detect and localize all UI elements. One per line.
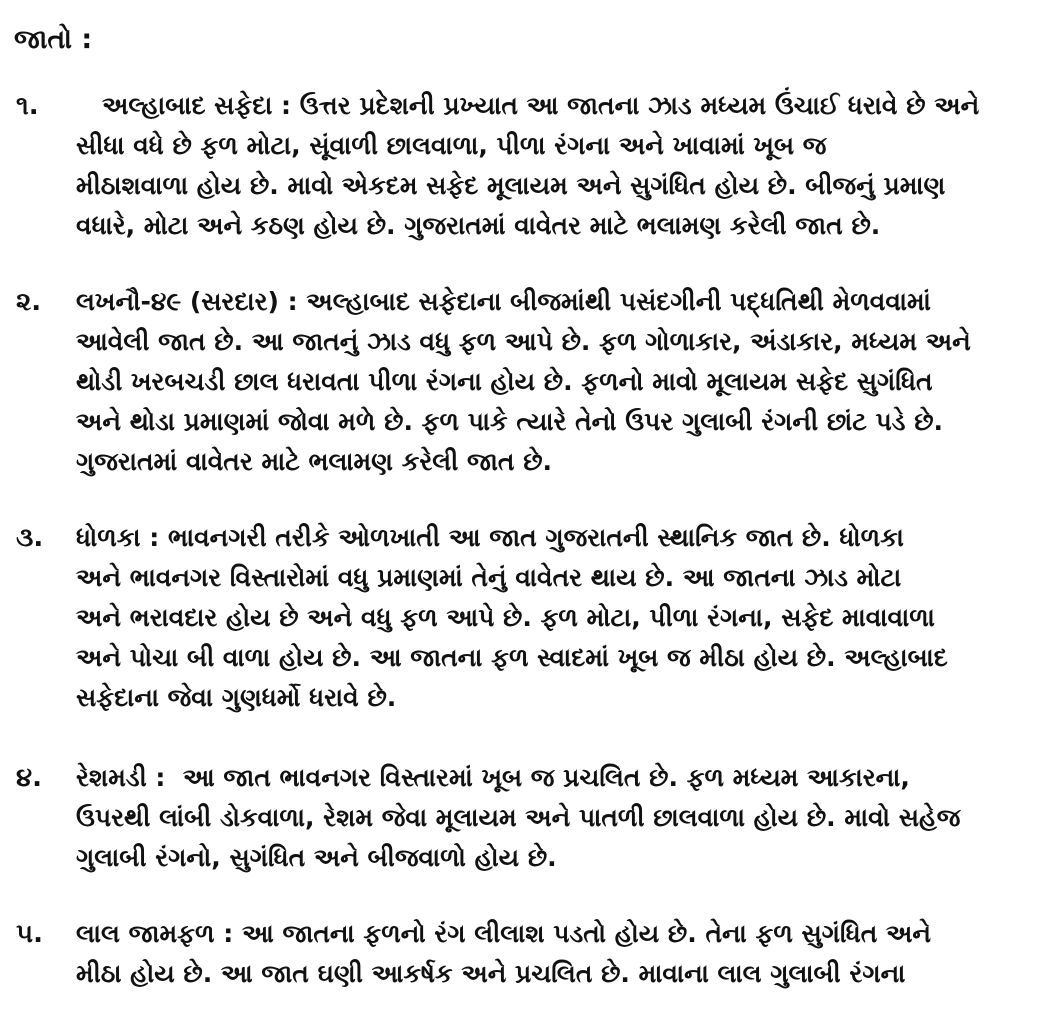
item-number: ૫. [16, 919, 43, 949]
item-line [76, 518, 1026, 558]
line-text: આ જાતના ફળનો રંગ લીલાશ પડતો હોય છે. તેના ફળ સુગંધિત અને [241, 919, 931, 948]
item-line: મીઠાશવાળા હોય છે. માવો એકદમ સફેદ મૂલાયમ અને સુગંધિત હોય છે. બીજનું પ્રમાણ [76, 171, 946, 200]
variety-term: લખનૌ-૪૯ (સરદાર) : [76, 287, 298, 316]
variety-term: ધોળકા : [76, 523, 160, 552]
variety-term: રેશમડી : [76, 763, 166, 792]
line-text: ભાવનગરી તરીકે ઓળખાતી આ જાત ગુજરાતની સ્થાનિક જાત છે. ધોળકા [167, 523, 904, 552]
item-line: આવેલી જાત છે. આ જાતનું ઝાડ વધુ ફળ આપે છે. ફળ ગોળાકાર, અંડાકાર, મધ્યમ અને [76, 327, 971, 356]
item-line: ગુલાબી રંગનો, સુગંધિત અને બીજવાળો હોય છે. [76, 843, 557, 872]
item-line: સીધા વધે છે ફળ મોટા, સૂંવાળી છાલવાળા, પીળા રંગના અને ખાવામાં ખૂબ જ [76, 131, 827, 160]
item-line [76, 758, 1026, 798]
section-heading: જાતો : [14, 24, 93, 55]
item-line: ઉપરથી લાંબી ડોકવાળા, રેશમ જેવા મૂલાયમ અને પાતળી છાલવાળા હોય છે. માવો સહેજ [76, 803, 961, 832]
variety-term: લાલ જામફળ : [76, 919, 234, 948]
line-text: ઉત્તર પ્રદેશની પ્રખ્યાત આ જાતના ઝાડ મધ્યમ ઉંચાઈ ધરાવે છે અને [299, 91, 980, 120]
item-line: થોડી ખરબચડી છાલ ધરાવતા પીળા રંગના હોય છે. ફળનો માવો મૂલાયમ સફેદ સુગંધિત [76, 367, 933, 396]
item-text [76, 86, 1026, 246]
item-line: અને ભરાવદાર હોય છે અને વધુ ફળ આપે છે. ફળ મોટા, પીળા રંગના, સફેદ માવાવાળા [76, 603, 935, 632]
item-line [76, 282, 1026, 322]
variety-term: અલ્હાબાદ સફેદા : [102, 91, 292, 120]
item-line: વધારે, મોટા અને કઠણ હોય છે. ગુજરાતમાં વાવેતર માટે ભલામણ કરેલી જાત છે. [76, 211, 881, 240]
line-text: અલ્હાબાદ સફેદાના બીજમાંથી પસંદગીની પદ્ધતિથી મેળવવામાં [306, 287, 931, 316]
item-line: અને થોડા પ્રમાણમાં જોવા મળે છે. ફળ પાકે ત્યારે તેનો ઉપર ગુલાબી રંગની છાંટ પડે છે. [76, 407, 944, 436]
item-line: સફેદાના જેવા ગુણધર્મો ધરાવે છે. [76, 683, 397, 712]
item-number: ૨. [16, 287, 42, 317]
item-text [76, 914, 1026, 994]
item-line [76, 86, 1026, 126]
item-number: ૧. [16, 91, 39, 121]
item-text [76, 518, 1026, 718]
item-line [76, 914, 1026, 954]
line-text: આ જાત ભાવનગર વિસ્તારમાં ખૂબ જ પ્રચલિત છે. ફળ મધ્યમ આકારના, [182, 763, 910, 792]
item-line: ગુજરાતમાં વાવેતર માટે ભલામણ કરેલી જાત છે. [76, 447, 553, 476]
item-text [76, 282, 1026, 482]
item-number: ૪. [16, 763, 42, 793]
item-line: અને પોચા બી વાળા હોય છે. આ જાતના ફળ સ્વાદમાં ખૂબ જ મીઠા હોય છે. અલ્હાબાદ [76, 643, 948, 672]
item-line: અને ભાવનગર વિસ્તારોમાં વધુ પ્રમાણમાં તેનું વાવેતર થાય છે. આ જાતના ઝાડ મોટા [76, 563, 902, 592]
item-line: મીઠા હોય છે. આ જાત ઘણી આકર્ષક અને પ્રચલિત છે. માવાના લાલ ગુલાબી રંગના [76, 959, 906, 988]
item-text [76, 758, 1026, 878]
item-number: ૩. [16, 523, 44, 553]
